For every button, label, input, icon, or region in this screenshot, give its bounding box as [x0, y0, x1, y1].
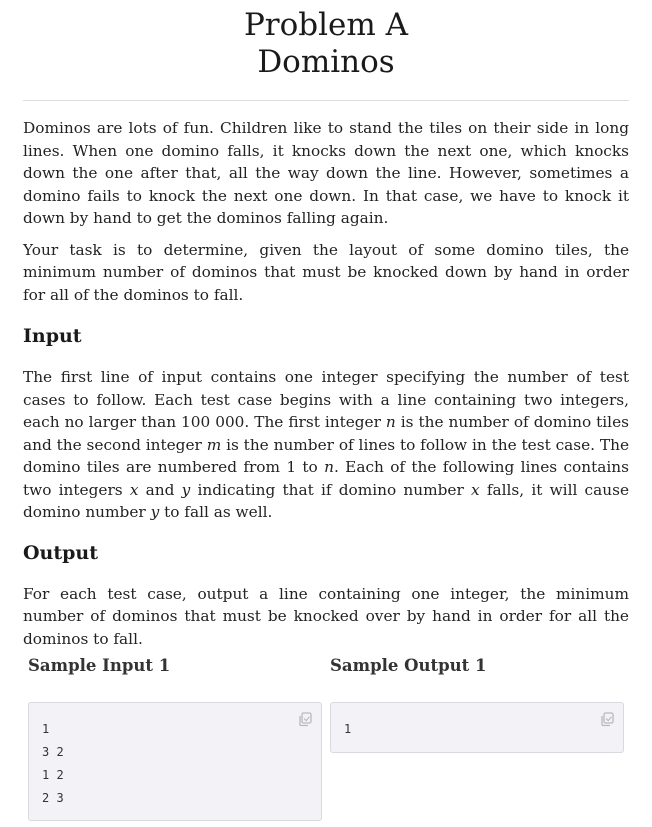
- var-x-2: x: [471, 480, 480, 499]
- sample-output-box: [330, 702, 624, 753]
- problem-page: [23, 0, 629, 650]
- var-m: m: [206, 435, 222, 454]
- sample-input-line: 1: [42, 722, 50, 736]
- statement-paragraph-1: Dominos are lots of fun. Children like to stand the tiles on their side in long lines. When one domino falls, it knocks down the next one, which knocks down the one after that, all the way down the line. However, sometimes a domino fails to knock the next one down. In that case, we have to knock it down by hand to get the dominos falling again.: [23, 119, 629, 227]
- var-n: n: [385, 413, 396, 431]
- var-n-2: n: [324, 458, 334, 476]
- sample-output-label: Sample Output 1: [330, 656, 487, 675]
- statement-paragraph-2: Your task is to determine, given the layout of some domino tiles, the minimum number of dominos that must be knocked down by hand in order for all of the dominos to fall.: [23, 240, 629, 304]
- problem-title-line2: Dominos: [257, 44, 395, 80]
- sample-input-line: 3 2: [42, 745, 64, 759]
- var-x: x: [129, 480, 139, 499]
- copy-output-icon[interactable]: [599, 711, 615, 727]
- copy-input-icon[interactable]: [297, 711, 313, 727]
- var-y-2: y: [150, 503, 160, 521]
- title-divider: [23, 100, 629, 101]
- var-y: y: [181, 480, 191, 499]
- output-heading: Output: [23, 541, 99, 564]
- sample-input-label: Sample Input 1: [28, 656, 171, 675]
- input-description: The first line of input contains one integer specifying the number of test cases to follow. Each test case begins with a line containing two integers, each no larger than 100 000. The first integer n is the number of domino tiles and the second integer m is the number of lines to follow in the test case. The domino tiles are numbered from 1 to n. Each of the following lines contains two integers x and y indicating that if domino number x falls, it will cause domino number y to fall as well.: [23, 368, 630, 521]
- sample-output-line: 1: [344, 722, 352, 736]
- output-description: For each test case, output a line containing one integer, the minimum number of dominos that must be knocked over by hand in order for all the dominos to fall.: [23, 584, 629, 648]
- sample-input-text: [42, 718, 64, 810]
- sample-output-text: [344, 718, 351, 741]
- num-one: 1: [286, 458, 297, 476]
- sample-input-box: [28, 702, 322, 821]
- sample-input-line: 1 2: [42, 768, 64, 782]
- sample-input-line: 2 3: [42, 791, 64, 805]
- input-heading: Input: [23, 325, 82, 347]
- problem-title-line1: Problem A: [243, 7, 409, 43]
- problem-title: [23, 0, 629, 87]
- limit-value: 100 000: [181, 413, 245, 431]
